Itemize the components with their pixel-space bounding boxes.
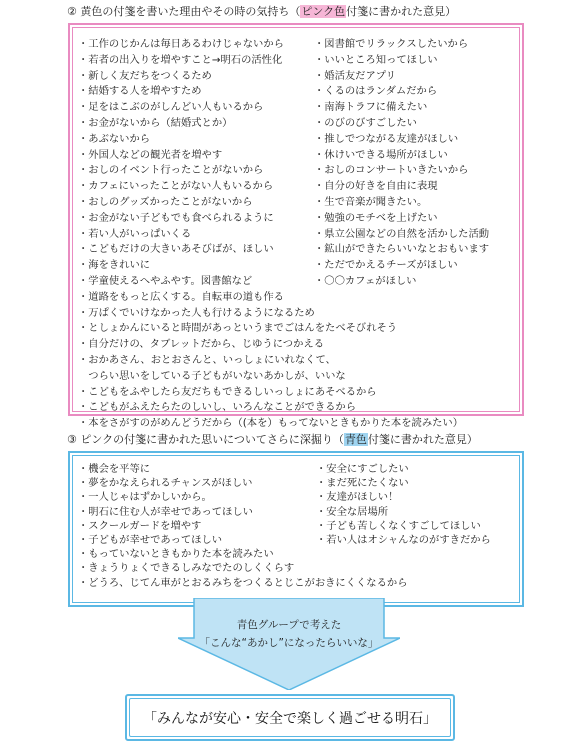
list-item: ・お金がないから（結婚式とか） (78, 116, 233, 129)
arrow-caption-line1: 青色グループで考えた (236, 619, 342, 631)
list-item: ・万ぱくでいけなかった人も行けるようになるため (78, 306, 315, 319)
list-item: ・ただでかえるチーズがほしい (314, 259, 458, 272)
section2-heading-highlight: ピンク色 (301, 5, 346, 18)
list-item: ・一人じゃはずかしいから。 (78, 491, 212, 504)
section2-right-list (314, 37, 489, 290)
list-item: ・鉱山ができたらいいなとおもいます (314, 243, 490, 256)
list-item: ・本をさがすのがめんどうだから（(本を）もってないときもかりた本を読みたい） (78, 417, 463, 430)
list-item: ・〇〇カフェがほしい (314, 274, 417, 287)
list-item: ・どうろ、じてん車がとおるみちをつくるとじこがおきにくくなるから (78, 576, 408, 589)
list-item: ・カフェにいったことがない人もいるから (78, 180, 274, 193)
list-item: ・のびのびすごしたい (314, 116, 417, 129)
section2-heading-main: ② 黄色の付箋を書いた理由やその時の気持ち（ (67, 5, 301, 18)
list-item: ・若い人はオシャんなのがすきだから (316, 533, 491, 546)
list-item: ・おしのイベント行ったことがないから (78, 164, 264, 177)
list-item: ・くるのはランダムだから (314, 85, 438, 98)
list-item: ・南海トラフに備えたい (314, 101, 428, 114)
list-item: ・自分の好きを自由に表現 (314, 180, 438, 193)
section3-heading-highlight: 青色 (344, 433, 367, 446)
list-item: ・勉強のモチベを上げたい (314, 211, 438, 224)
list-item: ・自分だけの、タブレットだから、じゆうにつかえる (78, 338, 324, 351)
list-item: ・新しく友だちをつくるため (78, 69, 212, 82)
list-item: ・若者の出入りを増やすこと→明石の活性化 (78, 53, 283, 66)
list-item: ・婚活友だアプリ (314, 69, 396, 82)
list-item: ・機会を平等に (78, 463, 151, 475)
list-item: ・外国人などの観光者を増やす (78, 148, 223, 161)
section3-heading-main: ③ ピンクの付箋に書かれた思いについてさらに深掘り（ (67, 433, 344, 446)
list-item: ・こどもだけの大きいあそびばが、ほしい (78, 243, 274, 256)
list-item: ・あぶないから (78, 132, 151, 145)
list-item: ・としょかんにいると時間があっというまでごはんをたべそびれそう (78, 322, 398, 335)
list-item: ・結婚する人を増やすため (78, 85, 202, 98)
list-item: ・友達がほしい！ (316, 491, 399, 504)
list-item: ・学童使えるへやふやす。図書館など (78, 274, 253, 287)
list-item: ・まだ死にたくない (316, 477, 409, 490)
list-item: ・お金がない子どもでも食べられるように (78, 211, 274, 224)
conclusion-box (129, 698, 451, 737)
list-item: ・子ども苦しくなくすごしてほしい (316, 519, 481, 532)
list-item: ・海をきれいに (78, 259, 151, 272)
arrow-caption-line2: 「こんな“あかし”になったらいいな」 (199, 637, 379, 649)
list-item: ・推しでつながる友達がほしい (314, 132, 459, 145)
list-item: ・きょうりょくできるしみなでたのしくくらす (78, 562, 295, 575)
list-item: ・安全にすごしたい (316, 463, 409, 475)
list-item: ・若い人がいっぱいくる (78, 227, 192, 240)
list-item: ・夢をかなえられるチャンスがほしい (78, 477, 253, 490)
list-item: ・こどもがふえたらたのしいし、いろんなことができるから (78, 401, 357, 414)
list-item: ・安全な居場所 (316, 505, 389, 518)
list-item: ・足をはこぶのがしんどい人もいるから (78, 101, 264, 114)
list-item: ・おしのコンサートいきたいから (314, 164, 469, 177)
section3-heading (67, 433, 478, 447)
list-item: ・生で音楽が聞きたい。 (314, 195, 428, 208)
list-item: ・明石に住む人が幸せであってほしい (78, 505, 253, 518)
list-item: ・いいところ知ってほしい (314, 53, 438, 66)
list-item: ・工作のじかんは毎日あるわけじゃないから (78, 38, 284, 50)
list-item: ・スクールガードを増やす (78, 519, 202, 532)
section2-heading-tail: 付箋に書かれた意見） (346, 5, 457, 18)
list-item: ・こどもをふやしたら友だちもできるしいっしょにあそべるから (78, 385, 377, 398)
list-item: ・県立公園などの自然を活かした活動 (314, 227, 490, 240)
section2-heading (67, 5, 456, 19)
conclusion-text: 「みんなが安心・安全で楽しく過ごせる明石」 (143, 710, 437, 727)
list-item: ・図書館でリラックスしたいから (314, 38, 469, 50)
list-item: ・もっていないときもかりた本を読みたい (78, 548, 274, 561)
list-item: ・おしのグッズかったことがないから (78, 195, 253, 208)
section3-heading-tail: 付箋に書かれた意見） (367, 433, 478, 446)
list-item: ・おかあさん、おとおさんと、いっしょにいれなくて、 (78, 353, 336, 366)
list-item: つらい思いをしている子どもがいないあかしが、いいな (78, 369, 346, 382)
list-item: ・休けいできる場所がほしい (314, 148, 448, 161)
list-item: ・子どもが幸せであってほしい (78, 533, 223, 546)
section3-right-list (316, 462, 491, 547)
list-item: ・道路をもっと広くする。自転車の道も作る (78, 290, 284, 303)
